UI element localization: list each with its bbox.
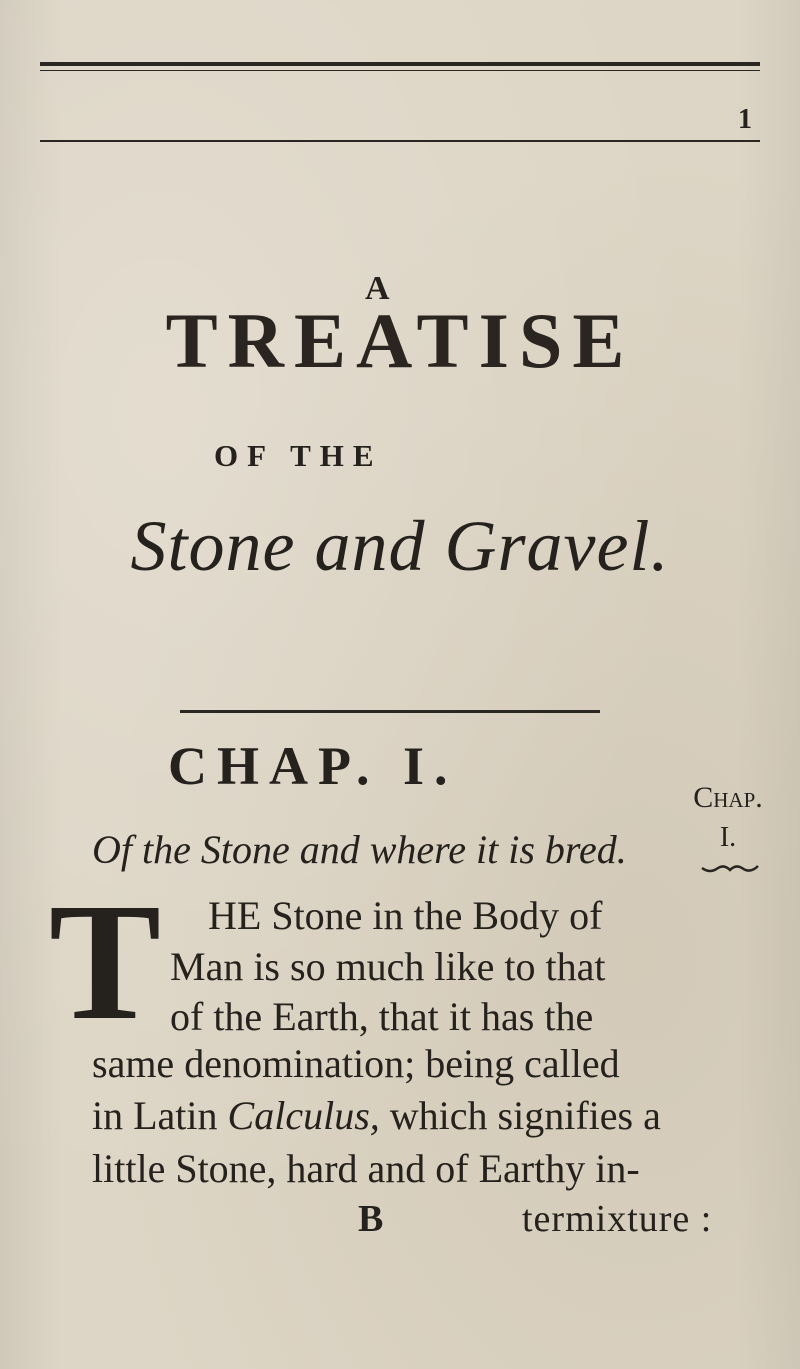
chapter-title: Of the Stone and where it is bred. bbox=[92, 827, 627, 872]
signature-mark: B bbox=[358, 1198, 384, 1240]
flourish-ornament bbox=[700, 862, 760, 876]
text-line: same denomination; being called bbox=[92, 1041, 620, 1086]
title-article: A bbox=[365, 270, 392, 307]
text-line: HE Stone in the Body of bbox=[208, 893, 603, 938]
text-fragment: in Latin bbox=[92, 1093, 218, 1138]
top-rule-thin bbox=[40, 70, 760, 71]
top-rule bbox=[40, 62, 760, 66]
text-line: of the Earth, that it has the bbox=[170, 994, 594, 1039]
margin-note-number: I. bbox=[719, 822, 737, 853]
header-rule bbox=[40, 140, 760, 142]
italic-term: Calculus, bbox=[227, 1093, 380, 1138]
title-main: TREATISE bbox=[165, 297, 635, 384]
text-line bbox=[92, 1092, 661, 1139]
text-fragment: which signifies a bbox=[389, 1093, 661, 1138]
text-line: Man is so much like to that bbox=[170, 944, 606, 989]
drop-cap: T bbox=[48, 869, 162, 1055]
chapter-heading: CHAP. I. bbox=[168, 736, 458, 796]
page-number: 1 bbox=[738, 104, 752, 135]
margin-note-label: Chap. bbox=[693, 781, 763, 814]
title-of-the: OF THE bbox=[214, 438, 383, 473]
catchword: termixture : bbox=[522, 1198, 713, 1240]
section-rule bbox=[180, 710, 600, 713]
text-line: little Stone, hard and of Earthy in- bbox=[92, 1146, 640, 1191]
title-subject: Stone and Gravel. bbox=[130, 506, 670, 586]
margin-note bbox=[668, 778, 788, 858]
